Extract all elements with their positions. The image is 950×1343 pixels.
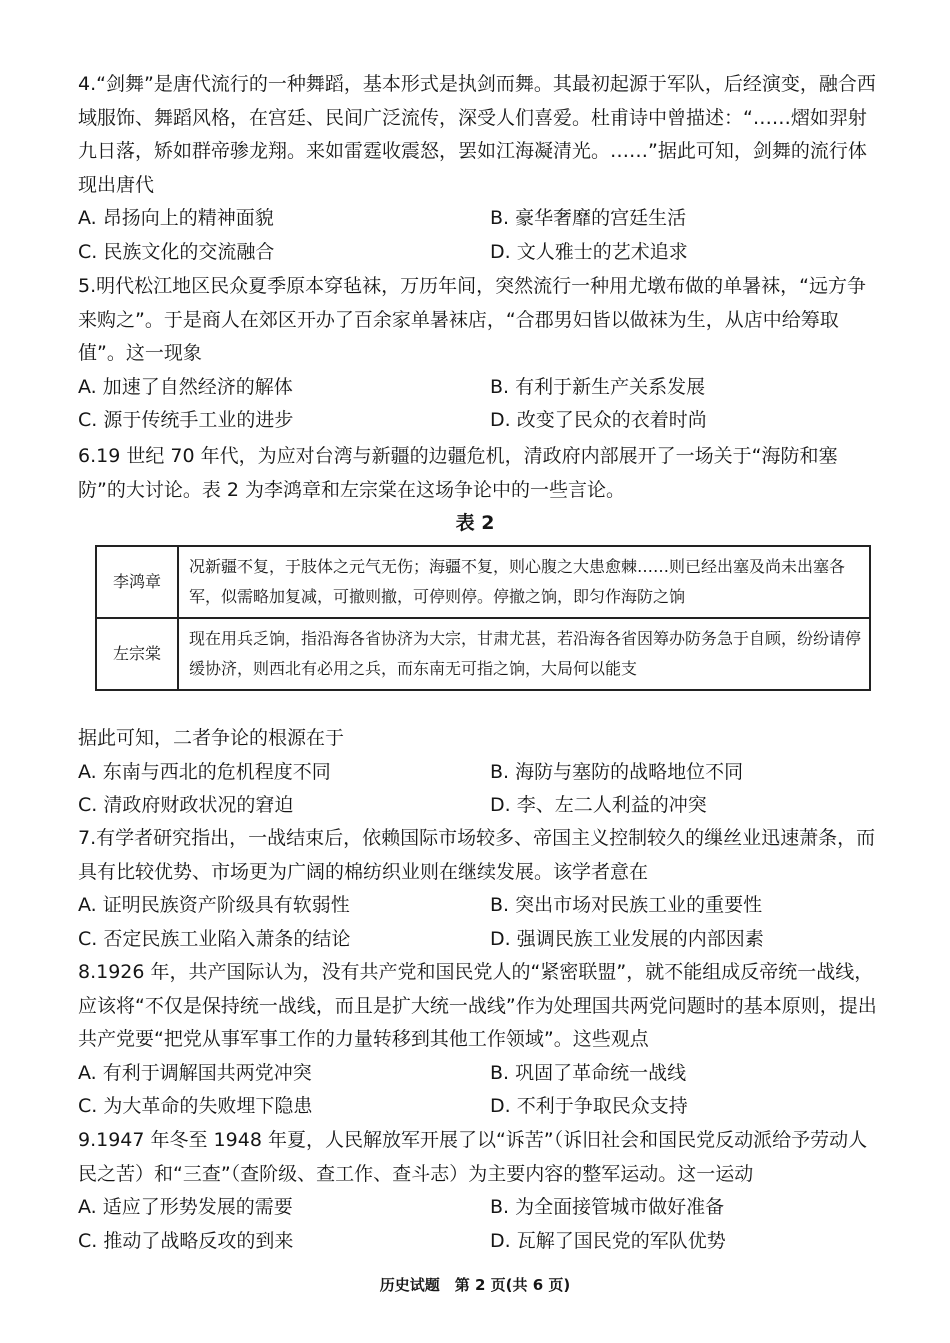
question-6-question: 据此可知，二者争论的根源在于	[78, 727, 345, 749]
option-b: B. 有利于新生产关系发展	[490, 375, 706, 398]
question-8-options	[78, 1057, 878, 1124]
question-6-stem: 6.19 世纪 70 年代，为应对台湾与新疆的边疆危机，清政府内部展开了一场关于“海防和塞防”的大讨论。表 2 为李鸿章和左宗棠在这场争论中的一些言论。	[78, 445, 838, 501]
option-a: A. 东南与西北的危机程度不同	[78, 760, 331, 783]
option-c: C. 源于传统手工业的进步	[78, 409, 294, 431]
question-4	[78, 68, 878, 269]
question-5-stem: 5.明代松江地区民众夏季原本穿毡袜，万历年间，突然流行一种用尤墩布做的单暑袜，“远方争来购之”。于是商人在郊区开办了百余家单暑袜店，“合郡男妇皆以做袜为生，从店中给筹取值”。这一现象	[78, 275, 866, 364]
question-9-stem: 9.1947 年冬至 1948 年夏，人民解放军开展了以“诉苦”（诉旧社会和国民党反动派给予劳动人民之苦）和“三查”（查阶级、查工作、查斗志）为主要内容的整军运动。这一运动	[78, 1129, 868, 1185]
option-a: A. 有利于调解国共两党冲突	[78, 1061, 312, 1084]
option-c: C. 民族文化的交流融合	[78, 240, 275, 263]
question-9	[78, 1124, 878, 1258]
question-6	[78, 440, 878, 507]
question-8-stem: 8.1926 年，共产国际认为，没有共产党和国民党人的“紧密联盟”，就不能组成反帝统一战线，应该将“不仅是保持统一战线，而且是扩大统一战线”作为处理国共两党问题时的基本原则，提出共产党要“把党从事军事工作的力量转移到其他工作领域”。这些观点	[78, 961, 877, 1050]
speaker-name: 左宗棠	[96, 618, 178, 690]
option-a: A. 适应了形势发展的需要	[78, 1196, 293, 1218]
question-7-options	[78, 889, 878, 956]
option-d: D. 文人雅士的艺术追求	[490, 240, 688, 263]
speaker-quote: 现在用兵乏饷，指沿海各省协济为大宗，甘肃尤甚，若沿海各省因筹办防务急于自顾，纷纷请停缓协济，则西北有必用之兵，而东南无可指之饷，大局何以能支	[178, 618, 870, 690]
page-footer: 历史试题 第 2 页(共 6 页)	[379, 1276, 571, 1294]
question-5-options	[78, 371, 878, 438]
table-row	[96, 618, 870, 690]
question-4-options	[78, 202, 878, 269]
option-c: C. 清政府财政状况的窘迫	[78, 794, 294, 816]
option-a: A. 证明民族资产阶级具有软弱性	[78, 894, 350, 916]
option-a: A. 昂扬向上的精神面貌	[78, 207, 274, 229]
table-title: 表 2	[455, 512, 495, 534]
option-d: D. 改变了民众的衣着时尚	[490, 409, 707, 431]
question-7	[78, 822, 878, 956]
option-d: D. 李、左二人利益的冲突	[490, 794, 707, 816]
option-d: D. 不利于争取民众支持	[490, 1095, 688, 1117]
option-b: B. 巩固了革命统一战线	[490, 1061, 687, 1084]
question-8	[78, 956, 878, 1124]
option-b: B. 突出市场对民族工业的重要性	[490, 894, 763, 916]
quotes-table	[95, 545, 871, 691]
option-a: A. 加速了自然经济的解体	[78, 375, 293, 398]
option-c: C. 为大革命的失败埋下隐患	[78, 1095, 313, 1117]
option-c: C. 推动了战略反攻的到来	[78, 1229, 294, 1252]
question-7-stem: 7.有学者研究指出，一战结束后，依赖国际市场较多、帝国主义控制较久的缫丝业迅速萧条，而具有比较优势、市场更为广阔的棉纺织业则在继续发展。该学者意在	[78, 827, 876, 883]
option-d: D. 瓦解了国民党的军队优势	[490, 1229, 726, 1252]
question-6-options	[78, 756, 878, 823]
table-row	[96, 546, 870, 618]
speaker-quote: 况新疆不复，于肢体之元气无伤；海疆不复，则心腹之大患愈棘……则已经出塞及尚未出塞各军，似需略加复减，可撤则撤，可停则停。停撤之饷，即匀作海防之饷	[178, 546, 870, 618]
question-9-options	[78, 1191, 878, 1258]
question-6-answers	[78, 722, 878, 823]
speaker-name: 李鸿章	[96, 546, 178, 618]
option-d: D. 强调民族工业发展的内部因素	[490, 927, 764, 950]
option-b: B. 为全面接管城市做好准备	[490, 1196, 725, 1218]
option-c: C. 否定民族工业陷入萧条的结论	[78, 927, 351, 950]
option-b: B. 豪华奢靡的宫廷生活	[490, 207, 687, 229]
question-5	[78, 270, 878, 438]
option-b: B. 海防与塞防的战略地位不同	[490, 760, 744, 783]
question-4-stem: 4.“剑舞”是唐代流行的一种舞蹈，基本形式是执剑而舞。其最初起源于军队，后经演变，融合西域服饰、舞蹈风格，在宫廷、民间广泛流传，深受人们喜爱。杜甫诗中曾描述：“……熠如羿射九日落，矫如群帝骖龙翔。来如雷霆收震怒，罢如江海凝清光。……”据此可知，剑舞的流行体现出唐代	[78, 73, 876, 196]
